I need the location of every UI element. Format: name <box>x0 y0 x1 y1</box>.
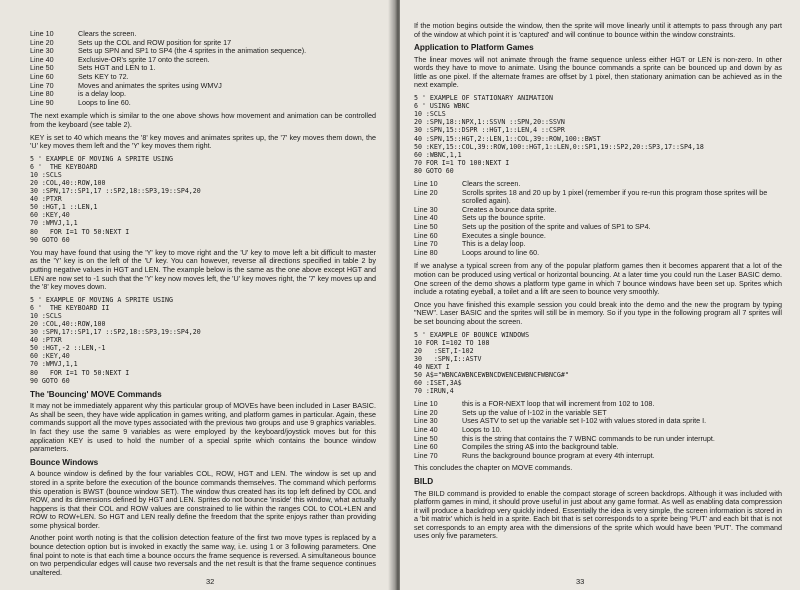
line-description: Clears the screen. <box>78 29 137 38</box>
right-page <box>400 0 800 590</box>
line-number: Line 80 <box>414 247 438 257</box>
code-listing-bounce-windows: 5 ' EXAMPLE OF BOUNCE WINDOWS 10 FOR I=102 TO 108 20 :SET,I-102 30 :SPN,I::ASTV 40 NEXT I 50 A$="WBNCAWBNCEWBNCDWENCEWBNCFWBNCG#" 60 :ISET,3A$ 70 :IRUN,4 <box>414 330 569 396</box>
line-description: Loops to 10. <box>462 425 502 435</box>
line-description: Sets KEY to 72. <box>78 71 129 81</box>
line-description: Exclusive-OR's sprite 17 onto the screen. <box>78 54 210 64</box>
left-page <box>0 0 394 590</box>
line-number: Line 40 <box>414 213 438 223</box>
line-description: Sets up the bounce sprite. <box>462 213 546 223</box>
line-description: Sets up the position of the sprite and values of SP1 to SP4. <box>462 221 651 231</box>
line-number: Line 20 <box>414 407 438 417</box>
line-number: Line 50 <box>414 221 438 231</box>
line-description: Sets up SPN and SP1 to SP4 (the 4 sprites in the animation sequence). <box>78 46 307 56</box>
paragraph: This concludes the chapter on MOVE commands. <box>414 463 573 473</box>
paragraph: You may have found that using the 'Y' key to move right and the 'U' key to move left a bit difficult to master as the 'Y' key is on the left of the 'U' key. You can however, reverse all directions specified in table 2 by putting negative values in HGT and LEN. The example below is the same as the one above except HGT and LEN are now set to -1 such that the 'Y' key now moves left, the 'U' key moves right, the '7' key moves up and the '8' key moves down. <box>30 247 376 292</box>
line-description: Sets up the value of I-102 in the variable SET <box>462 407 607 417</box>
paragraph: The linear moves will not animate through the frame sequence unless either HGT or LEN is non-zero. In other words they have to move to animate. Using the bounce commands a sprite can be bounced up and down by as little as one pixel. If the alternate frames are offset by 1 pixel, then stationary animation can be achieved as in the next example. <box>414 54 782 90</box>
line-description: Scrolls sprites 18 and 20 up by 1 pixel (remember if you re-run this program those sprites will be scrolled again). <box>462 187 768 206</box>
line-table-3 <box>414 400 782 460</box>
line-description: This is a delay loop. <box>462 239 526 249</box>
code-listing-keyboard-ii: 5 ' EXAMPLE OF MOVING A SPRITE USING 6 ' THE KEYBOARD II 10 :SCLS 20 :COL,40::ROW,100 30 :SPN,17::SP1,17 ::SP2,18::SP3,19::SP4,20 40 :PTXR 50 :HGT,-2 ::LEN,-1 60 :KEY,40 70 :WMVJ,1,1 80 FOR I=1 TO 50:NEXT I 90 GOTO 60 <box>30 295 201 385</box>
line-number: Line 40 <box>414 425 438 435</box>
paragraph: KEY is set to 40 which means the '8' key moves and animates sprites up, the '7' key moves them down, the 'U' key moves them left and the 'Y' key moves them right. <box>30 132 376 151</box>
line-number: Line 60 <box>414 442 438 452</box>
line-table-1 <box>30 30 376 107</box>
page-number: 32 <box>206 577 215 586</box>
line-description: Runs the background bounce program at every 4th interrupt. <box>462 450 655 460</box>
line-number: Line 10 <box>414 179 438 188</box>
section-heading: BILD <box>414 477 434 486</box>
line-description: Sets up the COL and ROW position for sprite 17 <box>78 37 232 47</box>
line-description: Loops to line 60. <box>78 97 131 107</box>
line-number: Line 10 <box>30 29 54 38</box>
line-number: Line 60 <box>30 71 54 81</box>
line-number: Line 70 <box>30 80 54 90</box>
line-number: Line 40 <box>30 54 54 64</box>
line-number: Line 50 <box>414 433 438 443</box>
paragraph: Another point worth noting is that the collision detection feature of the first two move types is replaced by a bounce detection option but is invoked in exactly the same way, i.e. using 1 or 3 following parameters. One final point to note is that each time a bounce occurs the frame sequence is reversed. A simultaneous bounce on two perpendicular edges will cause two reversals and the net result is that the frame sequence continues unaltered. <box>30 533 376 577</box>
paragraph: A bounce window is defined by the four variables COL, ROW, HGT and LEN. The window is set up and stored in a sprite before the execution of the bounce commands themselves. The command which performs this operation is BWST (bounce window SET). The window thus created has its top left defined by COL and ROW, and its dimensions defined by HGT and LEN. Sprites do not bounce 'inside' this window, what actually happens is that their COL and ROW values are constrained to lie within the ranges COL to COL+LEN and ROW to ROW+LEN. So HGT and LEN really define the freedom that the sprite enjoys rather than providing some physical border. <box>30 469 376 530</box>
line-number: Line 30 <box>30 46 54 56</box>
paragraph: If the motion begins outside the window, then the sprite will move linearly until it attempts to pass through any part of the window at which point it is 'captured' and will continue to bounce within the window constraints. <box>414 21 782 39</box>
line-number: Line 60 <box>414 230 438 240</box>
line-description: Sets HGT and LEN to 1. <box>78 63 156 73</box>
section-heading: Application to Platform Games <box>414 43 534 53</box>
line-description: Uses ASTV to set up the variable set I-102 with values stored in data sprite I. <box>462 416 707 426</box>
paragraph: The next example which is similar to the one above shows how movement and animation can be controlled from the keyboard (see table 2). <box>30 111 376 129</box>
section-heading: The 'Bouncing' MOVE Commands <box>30 389 162 399</box>
code-listing-keyboard: 5 ' EXAMPLE OF MOVING A SPRITE USING 6 ' THE KEYBOARD 10 :SCLS 20 :COL,40::ROW,100 30 :SPN,17::SP1,17 ::SP2,18::SP3,19::SP4,20 40 :PTXR 50 :HGT,1 ::LEN,1 60 :KEY,40 70 :WMVJ,1,1 80 FOR I=1 TO 50:NEXT I 90 GOTO 60 <box>30 154 201 244</box>
line-number: Line 20 <box>414 187 438 197</box>
line-number: Line 70 <box>414 450 438 460</box>
line-description: Moves and animates the sprites using WMVJ <box>78 80 222 90</box>
line-number: Line 10 <box>414 399 438 409</box>
code-listing-stationary-animation: 5 ' EXAMPLE OF STATIONARY ANIMATION 6 ' USING WBNC 10 :SCLS 20 :SPN,18::NPX,1::SSVN ::SPN,20::SSVN 30 :SPN,15::DSPR ::HGT,1::LEN,4 ::CSPR 40 :SPN,15::HGT,2::LEN,1::COL,39::ROW,100::BWST 50 :KEY,15::COL,39::ROW,100::HGT,1::LEN,0::SP1,19::SP2,20::SP3,17::SP4,18 60 :WBNC,1,1 70 FOR I=1 TO 100:NEXT I 80 GOTO 60 <box>414 94 704 175</box>
line-number: Line 80 <box>30 89 54 99</box>
paragraph: Once you have finished this example session you could break into the demo and the new the program by typing "NEW". Laser BASIC and the sprites will still be in memory. So if you type in the following program all 7 sprites will be set bouncing about the screen. <box>414 299 782 326</box>
line-number: Line 70 <box>414 239 438 249</box>
page-number: 33 <box>576 577 585 586</box>
paragraph: The BILD command is provided to enable the compact storage of screen backdrops. Although it was included with platform games in mind, it should prove useful in just about any game format. As well as enabling data compression it will produce a backdrop very quickly indeed. Essentially the idea is very simple, the screen information is stored in a 'bit matrix' which is held in a sprite. Each bit that is set corresponds to a sprite being 'PUT' and each bit that is not set corresponds to an empty area with the dimensions of the sprite which would have been 'PUT'. The command uses only five parameters. <box>414 488 782 541</box>
line-number: Line 90 <box>30 97 54 107</box>
line-table-2 <box>414 180 782 257</box>
line-description: Clears the screen. <box>462 179 521 188</box>
line-number: Line 30 <box>414 204 438 214</box>
line-description: this is the string that contains the 7 WBNC commands to be run under interrupt. <box>462 433 715 443</box>
paragraph: If we analyse a typical screen from any of the popular platform games then it becomes apparent that a lot of the motion can be produced using vertical or horizontal bouncing. At a later time you could run the Laser BASIC demo. One screen of the demo shows a platform type game in which 7 bounce windows have been set up. Sprites which include a rotating eyeball, a toilet and a lift are seen to bounce very smoothly. <box>414 261 782 297</box>
line-description: this is a FOR-NEXT loop that will increment from 102 to 108. <box>462 399 655 409</box>
paragraph: It may not be immediately apparent why this particular group of MOVEs have been included in Laser BASIC. As shall be seen, they have wide application in games writing, and platform games in particular. Again, these commands support all the move types associated with the previous two groups and use 9 graphics variables. In fact they use the same 9 variables as were employed by the keyboard/joystick moves but for this application KEY is used to hold the number of a special sprite which contains the bounce window parameters. <box>30 401 376 454</box>
line-number: Line 50 <box>30 63 54 73</box>
line-description: Compiles the string A$ into the background table. <box>462 442 619 452</box>
line-description: Executes a single bounce. <box>462 230 546 240</box>
line-number: Line 30 <box>414 416 438 426</box>
line-description: is a delay loop. <box>78 89 126 99</box>
section-heading: Bounce Windows <box>30 457 99 467</box>
line-description: Creates a bounce data sprite. <box>462 204 557 214</box>
line-description: Loops around to line 60. <box>462 247 540 257</box>
line-number: Line 20 <box>30 37 54 47</box>
